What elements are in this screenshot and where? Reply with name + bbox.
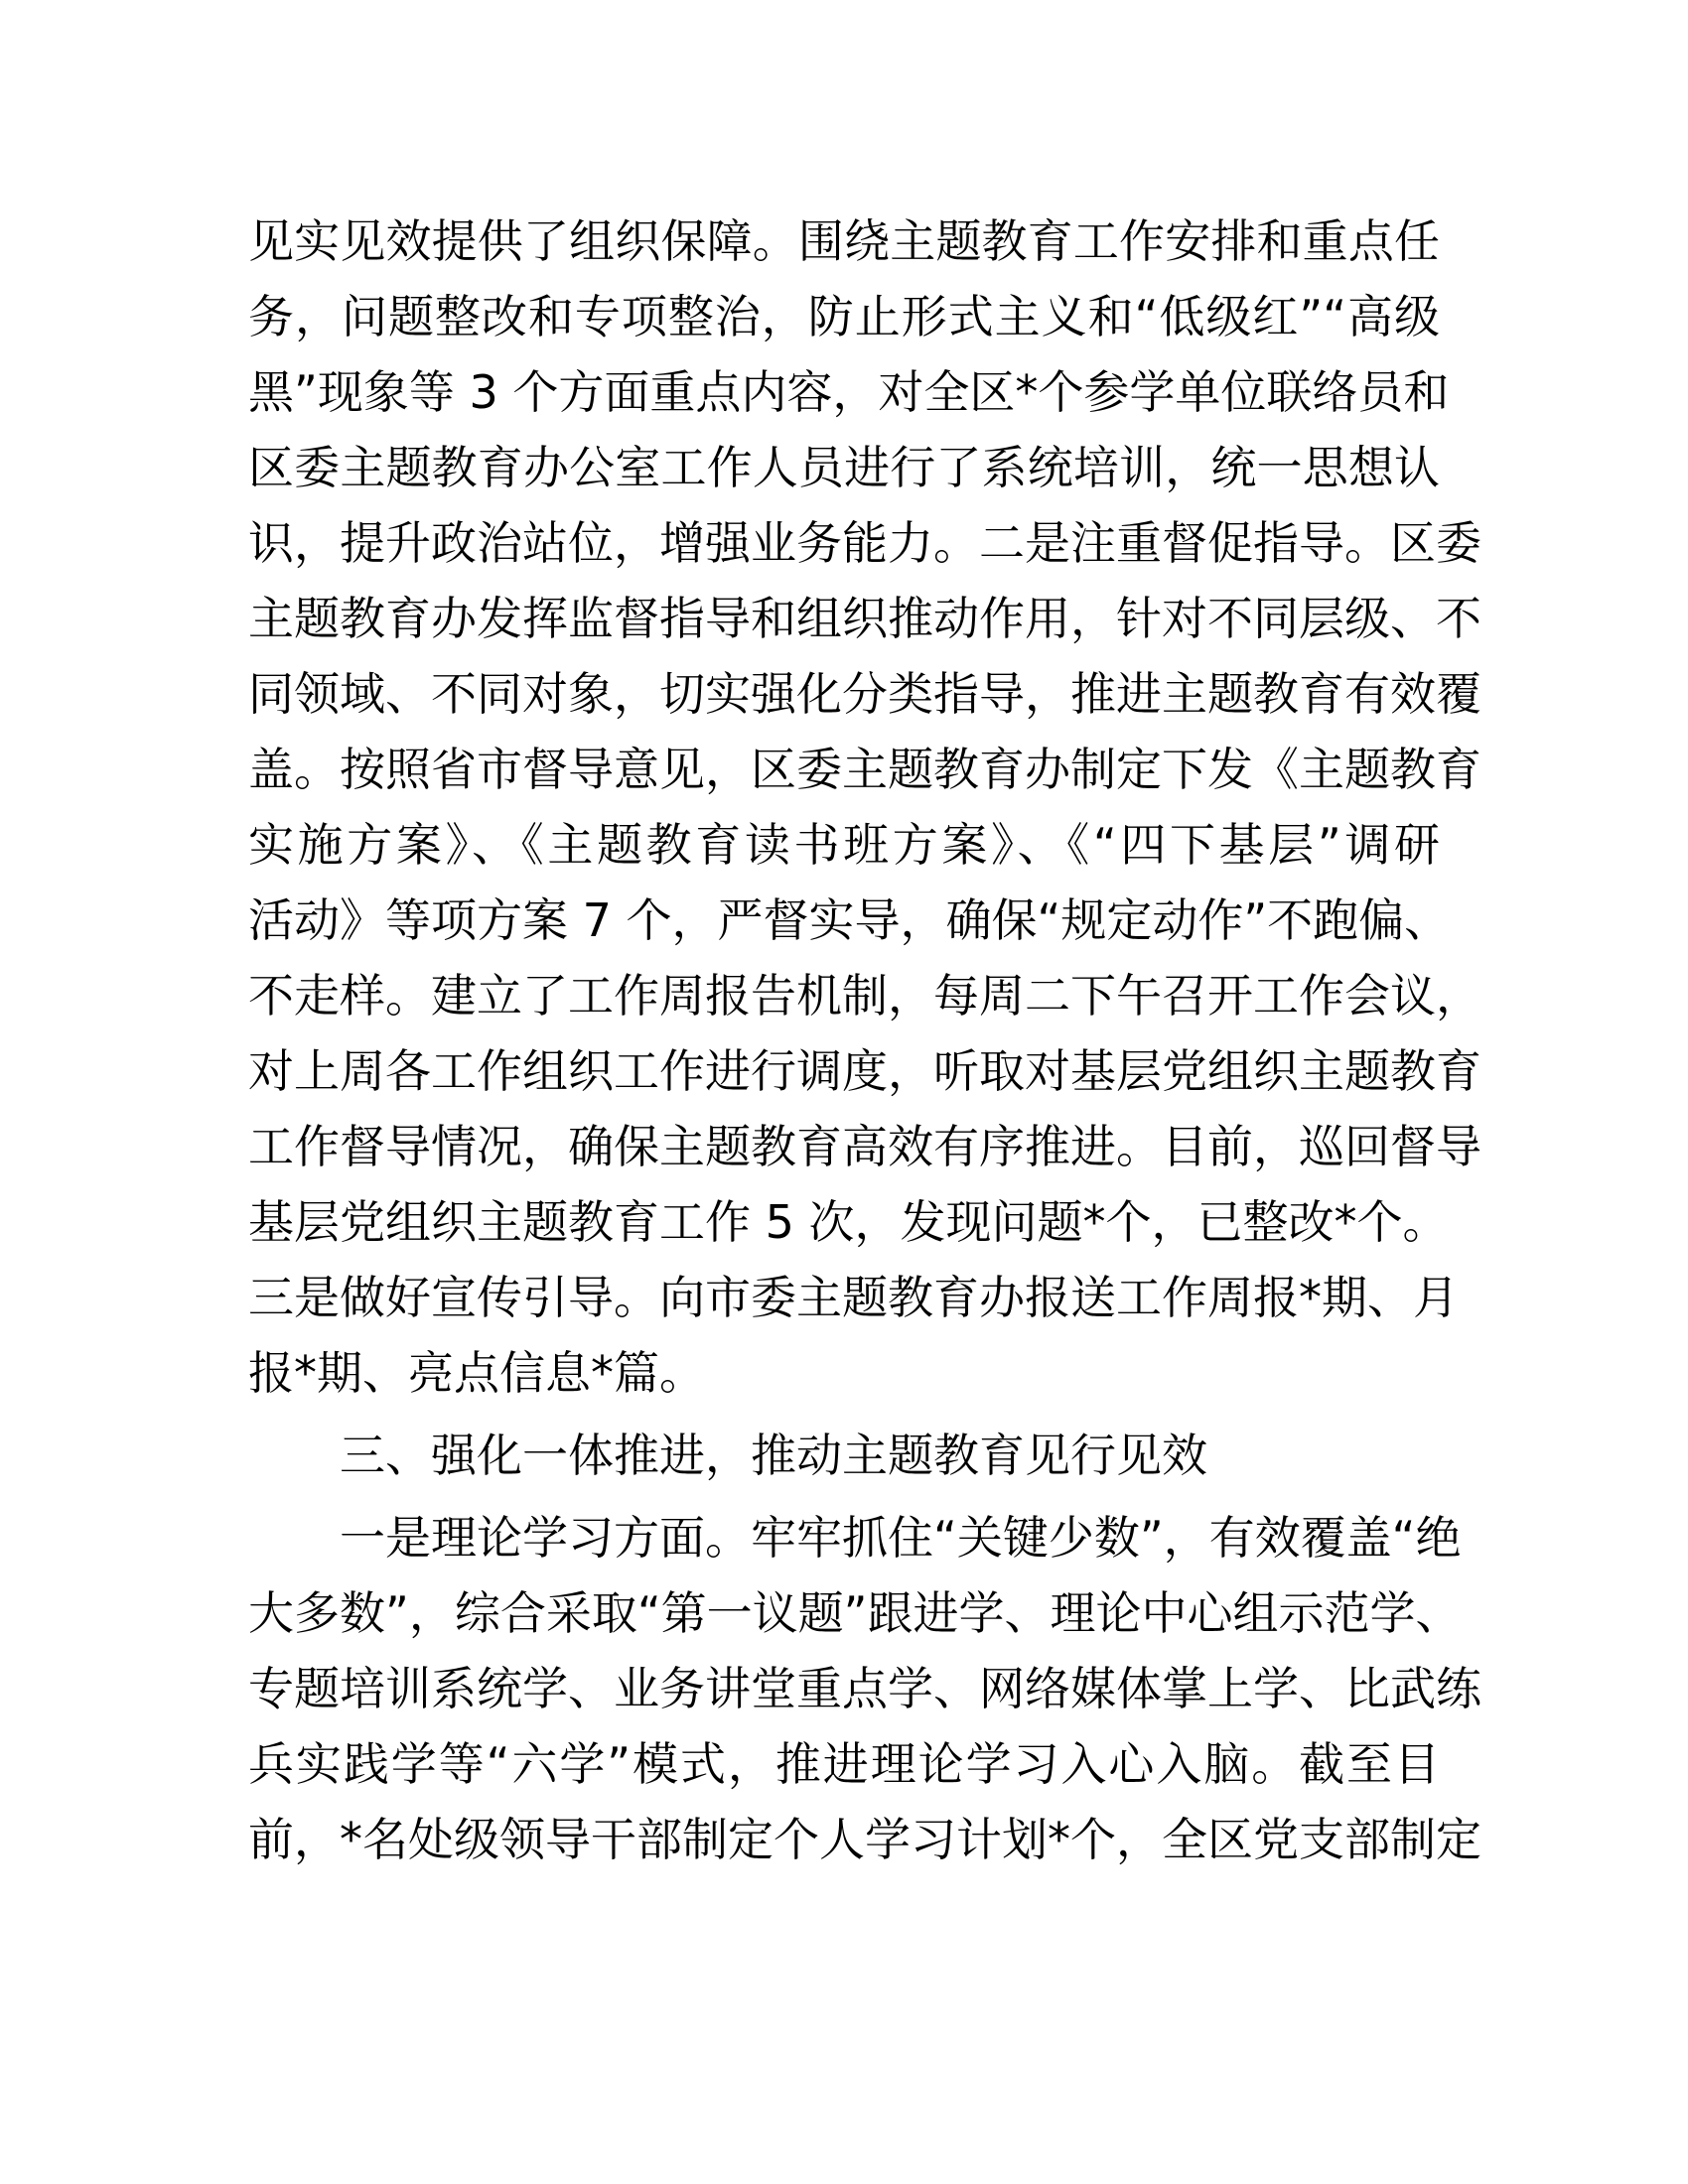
text-line: 实施方案》、《主题教育读书班方案》、《“四下基层”调研 xyxy=(248,818,1440,872)
text-line: 识，提升政治站位，增强业务能力。二是注重督促指导。区委 xyxy=(248,516,1481,570)
body-paragraph-2 xyxy=(248,1500,1481,1877)
text-line: 前，*名处级领导干部制定个人学习计划*个，全区党支部制定 xyxy=(248,1813,1481,1866)
text-line: 见实见效提供了组织保障。围绕主题教育工作安排和重点任 xyxy=(248,214,1440,268)
text-line: 大多数”，综合采取“第一议题”跟进学、理论中心组示范学、 xyxy=(248,1586,1462,1640)
text-line: 兵实践学等“六学”模式，推进理论学习入心入脑。截至目 xyxy=(248,1737,1440,1791)
spacer xyxy=(248,1411,1440,1418)
text-line: 活动》等项方案 7 个，严督实导，确保“规定动作”不跑偏、 xyxy=(248,893,1451,947)
text-line: 同领域、不同对象，切实强化分类指导，推进主题教育有效覆 xyxy=(248,667,1481,721)
text-line: 对上周各工作组织工作进行调度，听取对基层党组织主题教育 xyxy=(248,1044,1481,1098)
text-line: 三是做好宣传引导。向市委主题教育办报送工作周报*期、月 xyxy=(248,1271,1459,1324)
document-page xyxy=(248,204,1481,1877)
text-line: 区委主题教育办公室工作人员进行了系统培训，统一思想认 xyxy=(248,441,1440,494)
text-line: 专题培训系统学、业务讲堂重点学、网络媒体掌上学、比武练 xyxy=(248,1662,1481,1715)
text-line: 黑”现象等 3 个方面重点内容，对全区*个参学单位联络员和 xyxy=(248,365,1450,419)
section-heading: 三、强化一体推进，推动主题教育见行见效 xyxy=(340,1429,1207,1482)
text-line: 不走样。建立了工作周报告机制，每周二下午召开工作会议， xyxy=(248,969,1481,1023)
text-line: 主题教育办发挥监督指导和组织推动作用，针对不同层级、不 xyxy=(248,592,1481,645)
text-line: 报*期、亮点信息*篇。 xyxy=(248,1346,705,1400)
text-line: 务，问题整改和专项整治，防止形式主义和“低级红”“高级 xyxy=(248,290,1440,343)
body-paragraph-1 xyxy=(248,204,1481,1411)
text-line: 基层党组织主题教育工作 5 次，发现问题*个，已整改*个。 xyxy=(248,1195,1449,1249)
text-line: 一是理论学习方面。牢牢抓住“关键少数”，有效覆盖“绝 xyxy=(340,1511,1462,1565)
text-line: 工作督导情况，确保主题教育高效有序推进。目前，巡回督导 xyxy=(248,1120,1481,1173)
spacer xyxy=(248,1493,1440,1500)
text-line: 盖。按照省市督导意见，区委主题教育办制定下发《主题教育 xyxy=(248,743,1481,796)
